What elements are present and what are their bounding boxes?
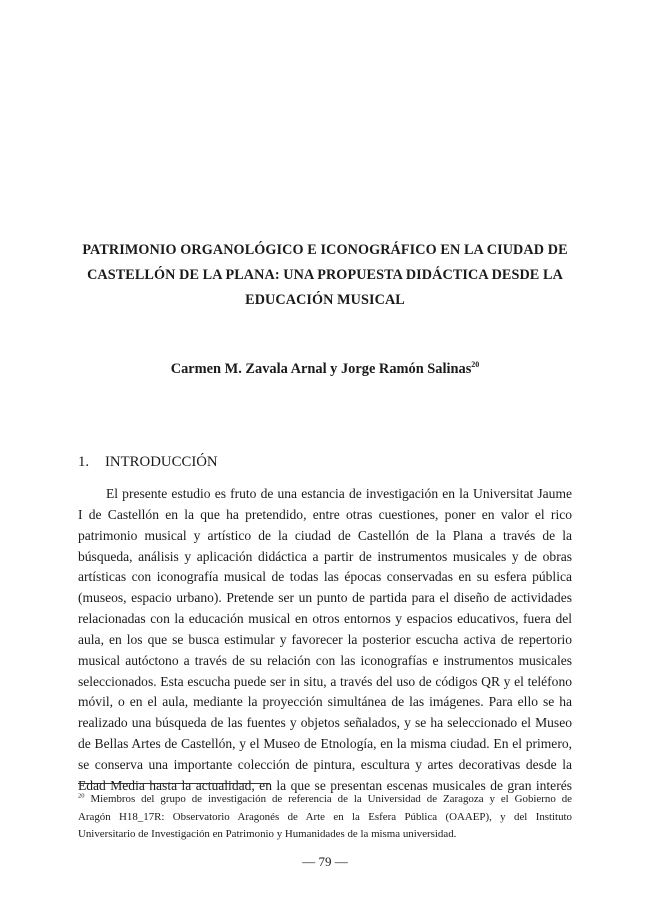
body-line: búsqueda, análisis y aplicación didáctica a partir de instrumentos musicales y de obras	[78, 548, 572, 564]
body-line: realizado una búsqueda de las fuentes y objetos señalados, y se ha seleccionado el Museo	[78, 715, 572, 731]
title-line: CASTELLÓN DE LA PLANA: UNA PROPUESTA DIDÁCTICA DESDE LA	[87, 267, 563, 283]
body-line: aula, en los que se busca estimular y favorecer la posterior escucha activa de repertorio	[78, 631, 572, 647]
body-line: Edad Media hasta la actualidad, en la que se presentan escenas musicales de gran interés	[78, 777, 572, 793]
footnote	[78, 791, 572, 844]
author-footnote-ref: 20	[471, 360, 480, 370]
title-line: PATRIMONIO ORGANOLÓGICO E ICONOGRÁFICO EN LA CIUDAD DE	[82, 242, 568, 258]
footnote-text: Miembros del grupo de investigación de referencia de la Universidad de Zaragoza y el Gobierno de	[90, 793, 572, 805]
body-line: El presente estudio es fruto de una estancia de investigación en la Universitat Jaume	[106, 486, 572, 501]
section-number: 1.	[78, 454, 90, 470]
footnote-line: Universitario de Investigación en Patrimonio y Humanidades de la misma universidad.	[78, 828, 457, 840]
footnote-marker: 20	[78, 792, 85, 800]
body-line: musical autóctono a través de su relación con las iconografías e instrumentos musicales	[78, 652, 572, 668]
article-title	[60, 238, 590, 313]
body-line: de Bellas Artes de Castellón, y el Museo de Etnología, en la misma ciudad. En el primero,	[78, 736, 572, 752]
author-names: Carmen M. Zavala Arnal y Jorge Ramón Salinas	[170, 361, 472, 377]
body-line: se conserva una importante colección de pintura, escultura y artes decorativas desde la	[78, 756, 572, 772]
author-line	[60, 359, 590, 379]
body-line: (museos, espacio urbano). Pretende ser un punto de partida para el diseño de actividades	[78, 590, 572, 606]
page-number: — 79 —	[302, 854, 348, 869]
footnote-line	[78, 791, 572, 809]
section-heading	[78, 452, 218, 472]
body-line: artísticas con iconografía musical de todas las épocas conservadas en su esfera pública	[78, 569, 572, 585]
body-line: I de Castellón en la que ha pretendido, entre otras cuestiones, poner en valor el rico	[78, 506, 572, 522]
section-title: INTRODUCCIÓN	[105, 454, 218, 470]
body-line: móvil, o en el aula, mediante la proyección simultánea de las imágenes. Para ello se ha	[78, 694, 572, 710]
footnote-separator	[78, 783, 270, 784]
body-line: patrimonio musical y artístico de la ciudad de Castellón de la Plana a través de la	[78, 527, 572, 543]
title-line: EDUCACIÓN MUSICAL	[245, 292, 405, 308]
body-line: seleccionados. Esta escucha puede ser in situ, a través del uso de códigos QR y el teléfono	[78, 673, 572, 689]
footnote-line: Aragón H18_17R: Observatorio Aragonés de Arte en la Esfera Pública (OAAEP), y del Instituto	[78, 810, 572, 823]
body-line: relacionadas con la educación musical en otros entornos y espacios educativos, fuera del	[78, 611, 572, 627]
